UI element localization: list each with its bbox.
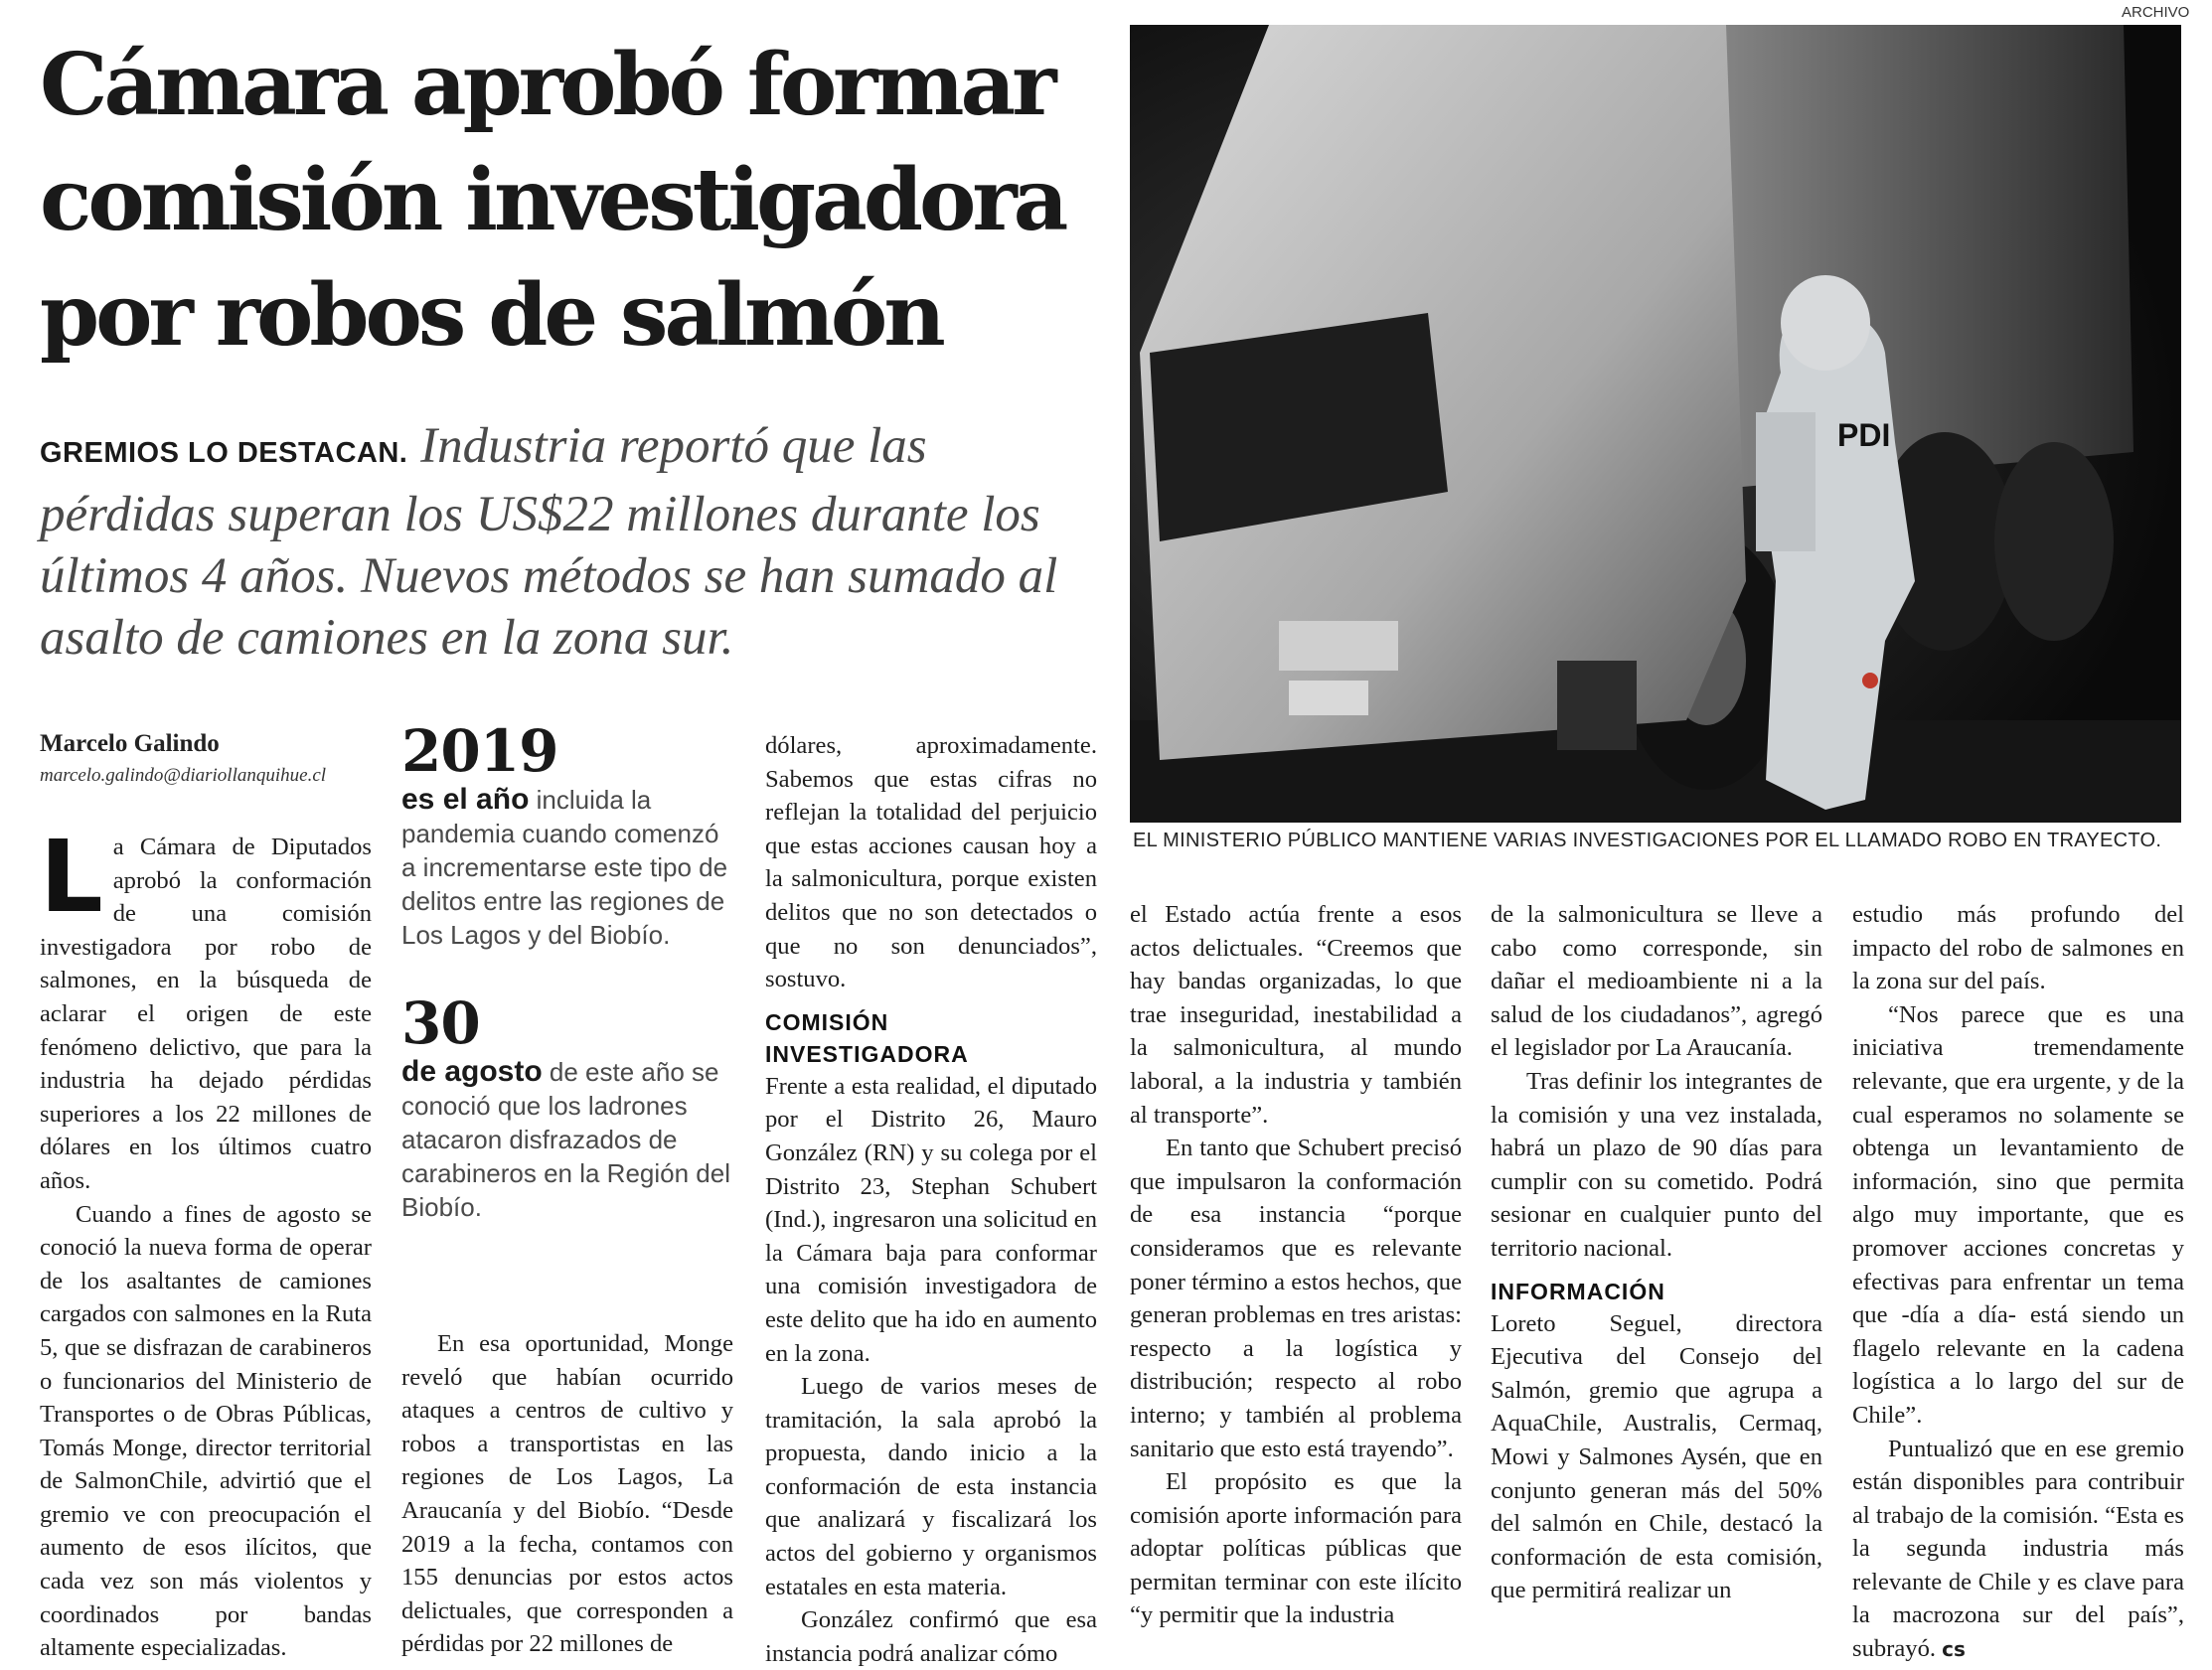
body-paragraph: estudio más profundo del impacto del robo de salmones en la zona sur del país.: [1852, 901, 2184, 995]
body-text: a Cámara de Diputados aprobó la conformación de una comisión investigadora por robo de salmones, en la búsqueda de aclarar el origen de este fenómeno delictivo, que para la industria ha dejado pérdidas superiores a los 22 millones de dólares en los últimos cuatro años.: [40, 834, 372, 1194]
factbox-lead: de agosto: [401, 1055, 543, 1088]
body-paragraph: Cuando a fines de agosto se conoció la nueva forma de operar de los asaltantes de camiones cargados con salmones en la Ruta 5, que se disfrazan de carabineros o funcionarios del Ministerio de Transportes o de Obras Públicas, Tomás Monge, director territorial de SalmonChile, advirtió que el gremio ve con preocupación el aumento de esos ilícitos, que cada vez son más violentos y coordinados por bandas altamente especializadas.: [40, 1200, 372, 1662]
column-2: [401, 1327, 733, 1661]
kicker: GREMIOS LO DESTACAN.: [40, 437, 408, 469]
body-paragraph: González confirmó que esa instancia podrá analizar cómo: [765, 1606, 1097, 1667]
subhead-informacion: INFORMACIÓN: [1491, 1278, 1665, 1304]
photo-credit: ARCHIVO: [2122, 4, 2190, 21]
author-byline: Marcelo Galindo: [40, 730, 220, 757]
headline-line-1: Cámara aprobó formar: [40, 35, 1053, 135]
column-5: [1491, 898, 1822, 1607]
factbox-body: de este año se conoció que los ladrones atacaron disfrazados de carabineros en la Región del Biobío.: [401, 1057, 730, 1222]
column-4: [1130, 898, 1462, 1632]
pdi-badge: PDI: [1837, 417, 1891, 453]
deck-text: Industria reportó que las pérdidas superan los US$22 millones durante los últimos 4 años. Nuevos métodos se han sumado al asalto de camiones en la zona sur.: [40, 418, 1058, 666]
body-paragraph: En esa oportunidad, Monge reveló que habían ocurrido ataques a centros de cultivo y robos a transportistas en las regiones de Los Lagos, La Araucanía y del Biobío. “Desde 2019 a la fecha, contamos con 155 denuncias por estos actos delictuales, que corresponden a pérdidas por 22 millones de: [401, 1330, 733, 1658]
body-paragraph: el Estado actúa frente a esos actos delictuales. “Creemos que hay bandas organizadas, lo que trae inseguridad, inestabilidad a la salmonicultura, al mundo laboral, a la industria y también al transporte”.: [1130, 901, 1462, 1129]
factbox-number: 30: [401, 989, 480, 1057]
end-mark: cs: [1942, 1637, 1966, 1662]
body-paragraph: [1852, 1433, 2184, 1667]
factbox-lead: es el año: [401, 783, 530, 816]
factbox-number: 2019: [401, 717, 558, 785]
body-paragraph: Frente a esta realidad, el diputado por el Distrito 26, Mauro González (RN) y su colega por el Distrito 23, Stephan Schubert (Ind.), ingresaron una solicitud en la Cámara baja para conformar una comisión investigadora de este delito que ha ido en aumento en la zona.: [765, 1072, 1097, 1367]
column-3: [765, 729, 1097, 1670]
news-photo: [1130, 25, 2181, 823]
factbox-text: [401, 783, 733, 952]
drop-cap: L: [40, 819, 103, 935]
column-1: [40, 819, 372, 1665]
body-paragraph: Tras definir los integrantes de la comisión y una vez instalada, habrá un plazo de 90 días para cumplir con su cometido. Podrá sesionar en cualquier punto del territorio nacional.: [1491, 1067, 1822, 1262]
headline-line-3: por robos de salmón: [40, 265, 942, 366]
body-paragraph: “Nos parece que es una iniciativa tremendamente relevante, que era urgente, y de la cual esperamos no solamente se obtenga un levantamiento de información, sino que permita algo muy importante, que es promover acciones concretas y efectivas para enfrentar un tema que -día a día- está siendo un flagelo relevante en la cadena logística a lo largo del sur de Chile”.: [1852, 1000, 2184, 1429]
headline: [40, 28, 1123, 374]
deck: [40, 415, 1103, 669]
subhead-comision: COMISIÓN INVESTIGADORA: [765, 1008, 969, 1067]
body-paragraph: dólares, aproximadamente. Sabemos que estas cifras no reflejan la totalidad del perjuicio que estas acciones causan hoy a la salmonicultura, porque existen delitos que no son detectados o que no son denunciados”, sostuvo.: [765, 732, 1097, 993]
factbox: [401, 719, 733, 1224]
body-paragraph: [40, 819, 372, 1198]
body-paragraph: Loreto Seguel, directora Ejecutiva del Consejo del Salmón, gremio que agrupa a AquaChile, Australis, Cermaq, Mowi y Salmones Aysén, que en conjunto generan más del 50% del salmón en Chile, destacó la conformación de esta comisión, que permitirá realizar un: [1491, 1309, 1822, 1604]
photo-caption: EL MINISTERIO PÚBLICO MANTIENE VARIAS INVESTIGACIONES POR EL LLAMADO ROBO EN TRAYECTO.: [1133, 830, 2162, 851]
truck-photo-illustration: [1130, 25, 2181, 823]
body-paragraph: Luego de varios meses de tramitación, la sala aprobó la propuesta, dando inicio a la conformación de esta instancia que analizará y fiscalizará los actos del gobierno y organismos estatales en esta materia.: [765, 1373, 1097, 1600]
factbox-body: incluida la pandemia cuando comenzó a incrementarse este tipo de delitos entre las regiones de Los Lagos y del Biobío.: [401, 785, 728, 950]
factbox-text: [401, 1055, 733, 1224]
body-paragraph: En tanto que Schubert precisó que impulsaron la conformación de esa instancia “porque consideramos que es relevante poner término a estos hechos, que generan problemas en tres aristas: respecto a la logística y distribución; respecto al robo interno; y también al problema sanitario que esto está trayendo”.: [1130, 1135, 1462, 1462]
headline-line-2: comisión investigadora: [40, 150, 1065, 250]
body-text: Puntualizó que en ese gremio están disponibles para contribuir al trabajo de la comisión. “Esta es la segunda industria más relevante de Chile y es clave para la macrozona sur del país”, subrayó.: [1852, 1435, 2184, 1663]
column-6: [1852, 898, 2184, 1667]
body-paragraph: El propósito es que la comisión aporte información para adoptar políticas públicas que permitan terminar con este ilícito “y permitir que la industria: [1130, 1468, 1462, 1629]
author-email: marcelo.galindo@diariollanquihue.cl: [40, 765, 327, 786]
body-paragraph: de la salmonicultura se lleve a cabo como corresponde, sin dañar el medioambiente ni a la salud de los ciudadanos”, agregó el legislador por La Araucanía.: [1491, 901, 1822, 1062]
